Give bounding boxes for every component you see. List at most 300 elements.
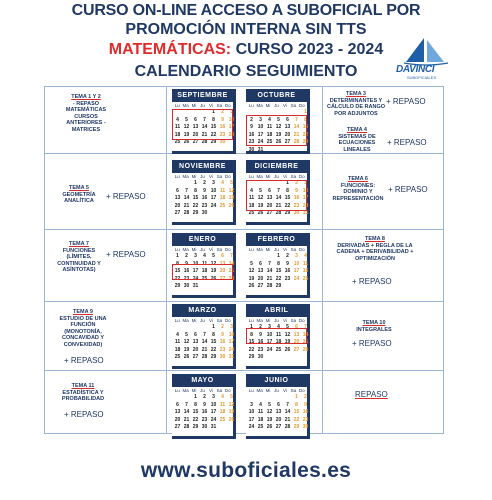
- empty-day: [173, 180, 182, 188]
- title-line-2: PROMOCIÓN INTERNA SIN TTS: [125, 21, 367, 38]
- day-cell: 1: [212, 109, 215, 115]
- topic-10: [350, 320, 398, 333]
- day-cell: 3: [304, 180, 307, 186]
- day-cell: 15: [275, 268, 282, 274]
- day-cell: 4: [221, 394, 224, 400]
- day-cell: 12: [228, 187, 235, 194]
- day-cell: 4: [176, 116, 179, 123]
- day-grid: [246, 109, 307, 154]
- day-cell: 3: [194, 253, 197, 259]
- day-cell: 19: [275, 131, 282, 138]
- day-cell: 30: [293, 210, 300, 216]
- weekday-label: Mi: [265, 103, 271, 108]
- day-cell: 4: [259, 401, 262, 408]
- day-cell: 14: [201, 124, 208, 130]
- day-cell: 16: [257, 339, 264, 345]
- day-cell: 6: [295, 324, 298, 330]
- weekday-label: Ma: [256, 388, 263, 393]
- topic-title: TEMA 1 Y 2: [71, 94, 101, 100]
- day-cell: 21: [183, 416, 190, 423]
- empty-day: [182, 324, 191, 332]
- day-cell: 6: [268, 187, 271, 194]
- topic-1-2: [60, 94, 112, 133]
- empty-day: [256, 394, 265, 402]
- day-cell: 3: [230, 109, 233, 115]
- weekday-label: Sa: [290, 247, 297, 252]
- topic-title: TEMA 11: [71, 383, 95, 389]
- day-cell: 31: [302, 210, 309, 216]
- day-cell: 9: [203, 401, 206, 408]
- day-cell: 16: [293, 195, 300, 201]
- day-cell: 5: [185, 116, 188, 123]
- day-cell: 28: [183, 210, 190, 216]
- day-cell: 4: [277, 324, 280, 330]
- day-cell: 26: [284, 346, 291, 353]
- day-cell: 17: [257, 131, 264, 138]
- logo-subtext: SUBOFICIALES: [407, 75, 437, 80]
- day-cell: 9: [250, 124, 253, 130]
- title-line-1: CURSO ON-LINE ACCESO A SUBOFICIAL POR: [71, 2, 421, 19]
- day-cell: 15: [192, 195, 199, 201]
- empty-day: [173, 324, 182, 332]
- day-cell: 4: [304, 253, 307, 259]
- day-cell: 3: [212, 394, 215, 400]
- day-cell: 6: [194, 331, 197, 338]
- day-cell: 22: [210, 131, 217, 138]
- day-cell: 18: [275, 339, 282, 345]
- day-cell: 11: [302, 260, 309, 267]
- month-name: OCTUBRE: [246, 89, 307, 102]
- day-cell: 2: [203, 394, 206, 400]
- weekday-row: [246, 387, 307, 394]
- weekday-label: Vi: [208, 103, 213, 108]
- day-cell: 26: [210, 275, 217, 282]
- month-name: JUNIO: [246, 374, 307, 387]
- weekday-row: [172, 387, 233, 394]
- day-cell: 13: [257, 268, 264, 274]
- day-cell: 8: [277, 260, 280, 267]
- day-cell: 2: [295, 180, 298, 186]
- day-cell: 5: [268, 401, 271, 408]
- day-cell: 17: [293, 268, 300, 274]
- day-cell: 5: [277, 116, 280, 123]
- day-cell: 20: [192, 346, 199, 353]
- month-name: NOVIEMBRE: [172, 160, 233, 173]
- weekday-label: Ju: [274, 388, 279, 393]
- day-cell: 24: [210, 416, 217, 423]
- day-cell: 21: [201, 131, 208, 138]
- weekday-label: Vi: [208, 388, 213, 393]
- day-cell: 18: [266, 131, 273, 138]
- day-cell: 14: [183, 195, 190, 201]
- calendar-june: [246, 374, 310, 439]
- day-cell: 20: [174, 416, 181, 423]
- day-cell: 24: [192, 275, 199, 282]
- day-cell: 27: [192, 354, 199, 360]
- calendar-february: [246, 233, 310, 298]
- empty-day: [173, 109, 182, 117]
- weekday-label: Ma: [256, 174, 263, 179]
- day-cell: 21: [302, 339, 309, 345]
- topic-body: FUNCIONES: DOMINIO Y REPRESENTACIÓN: [332, 182, 384, 202]
- weekday-label: Ju: [200, 247, 205, 252]
- day-cell: 23: [302, 416, 309, 423]
- day-cell: 29: [210, 139, 217, 145]
- day-cell: 3: [268, 324, 271, 330]
- day-cell: 14: [284, 409, 291, 415]
- topic-9: [54, 309, 112, 348]
- weekday-label: Ma: [182, 318, 189, 323]
- day-cell: 1: [277, 253, 280, 259]
- day-cell: 19: [228, 195, 235, 201]
- day-cell: 11: [174, 124, 181, 130]
- weekday-label: Sa: [290, 388, 297, 393]
- weekday-label: Do: [298, 318, 305, 323]
- day-cell: 31: [192, 283, 199, 289]
- topic-4: [332, 127, 382, 153]
- day-cell: 18: [174, 131, 181, 138]
- day-cell: 15: [293, 409, 300, 415]
- weekday-label: Ju: [200, 174, 205, 179]
- day-cell: 6: [176, 401, 179, 408]
- weekday-label: Sa: [290, 318, 297, 323]
- day-cell: 12: [257, 195, 264, 201]
- day-cell: 20: [284, 131, 291, 138]
- day-cell: 8: [176, 260, 179, 267]
- day-cell: 27: [174, 424, 181, 430]
- day-cell: 5: [286, 324, 289, 330]
- day-cell: 8: [194, 401, 197, 408]
- day-cell: 31: [228, 354, 235, 360]
- repaso-label: + REPASO: [64, 410, 104, 419]
- day-cell: 7: [286, 401, 289, 408]
- empty-day: [283, 109, 292, 117]
- day-cell: 5: [212, 253, 215, 259]
- month-name: ABRIL: [246, 304, 307, 317]
- topic-title: TEMA 10: [362, 320, 386, 326]
- day-cell: 19: [284, 339, 291, 345]
- day-cell: 29: [284, 210, 291, 216]
- calendar-may: [172, 374, 236, 439]
- day-cell: 28: [302, 346, 309, 353]
- day-cell: 12: [183, 124, 190, 130]
- day-cell: 12: [266, 409, 273, 415]
- repaso-label: + REPASO: [352, 339, 392, 348]
- day-grid: [172, 253, 233, 291]
- day-cell: 11: [275, 331, 282, 338]
- day-cell: 8: [194, 187, 197, 194]
- weekday-label: Mi: [191, 388, 197, 393]
- day-cell: 29: [275, 283, 282, 289]
- day-cell: 28: [275, 210, 282, 216]
- day-cell: 31: [257, 146, 264, 153]
- day-cell: 11: [266, 124, 273, 130]
- weekday-label: Mi: [265, 247, 271, 252]
- day-cell: 21: [183, 202, 190, 209]
- day-cell: 10: [302, 187, 309, 194]
- weekday-label: Lu: [248, 103, 254, 108]
- day-grid: [246, 324, 307, 362]
- day-cell: 18: [174, 346, 181, 353]
- day-cell: 24: [210, 202, 217, 209]
- weekday-row: [246, 102, 307, 109]
- day-cell: 8: [295, 401, 298, 408]
- weekday-label: Mi: [191, 247, 197, 252]
- day-cell: 28: [284, 424, 291, 430]
- day-cell: 14: [293, 124, 300, 130]
- weekday-label: Lu: [174, 174, 180, 179]
- topic-title: TEMA 5: [69, 185, 89, 191]
- day-cell: 10: [228, 116, 235, 123]
- day-cell: 29: [192, 424, 199, 430]
- day-cell: 28: [228, 275, 235, 282]
- day-cell: 22: [174, 275, 181, 282]
- empty-day: [200, 109, 209, 117]
- weekday-label: Sa: [216, 174, 223, 179]
- weekday-row: [246, 246, 307, 253]
- day-cell: 1: [194, 180, 197, 186]
- day-cell: 25: [219, 202, 226, 209]
- topic-title: TEMA 7: [69, 241, 89, 247]
- day-cell: 15: [192, 409, 199, 415]
- day-cell: 7: [185, 401, 188, 408]
- month-name: MAYO: [172, 374, 233, 387]
- empty-day: [256, 109, 265, 117]
- day-cell: 29: [302, 139, 309, 145]
- title-line-4: CALENDARIO SEGUIMIENTO: [134, 63, 358, 80]
- topic-5: [54, 185, 104, 205]
- day-cell: 22: [248, 346, 255, 353]
- day-cell: 12: [183, 339, 190, 345]
- day-cell: 18: [302, 268, 309, 274]
- day-cell: 30: [219, 139, 226, 145]
- day-cell: 21: [228, 268, 235, 274]
- weekday-label: Sa: [216, 388, 223, 393]
- day-cell: 17: [228, 124, 235, 130]
- day-cell: 9: [221, 331, 224, 338]
- day-cell: 17: [248, 416, 255, 423]
- day-cell: 20: [174, 202, 181, 209]
- weekday-label: Ma: [256, 103, 263, 108]
- weekday-row: [172, 317, 233, 324]
- day-cell: 14: [266, 268, 273, 274]
- weekday-label: Do: [298, 174, 305, 179]
- day-cell: 6: [176, 187, 179, 194]
- empty-day: [256, 180, 265, 188]
- day-cell: 19: [183, 346, 190, 353]
- day-cell: 1: [295, 394, 298, 400]
- day-cell: 27: [275, 424, 282, 430]
- empty-day: [283, 394, 292, 402]
- day-cell: 5: [250, 260, 253, 267]
- day-cell: 24: [266, 346, 273, 353]
- davinci-logo: [394, 36, 458, 82]
- day-cell: 7: [268, 260, 271, 267]
- day-cell: 21: [201, 346, 208, 353]
- day-cell: 23: [293, 202, 300, 209]
- empty-day: [292, 109, 301, 117]
- day-grid: [246, 394, 307, 432]
- empty-day: [173, 394, 182, 402]
- calendar-november: [172, 160, 236, 225]
- weekday-label: Lu: [248, 174, 254, 179]
- subject-label: MATEMÁTICAS:: [108, 41, 232, 58]
- day-cell: 25: [174, 139, 181, 145]
- day-cell: 2: [304, 394, 307, 400]
- day-cell: 1: [304, 109, 307, 115]
- day-cell: 2: [259, 324, 262, 330]
- weekday-label: Ju: [274, 247, 279, 252]
- day-cell: 2: [221, 109, 224, 115]
- day-cell: 28: [201, 354, 208, 360]
- empty-day: [247, 394, 256, 402]
- topic-title: TEMA 4: [347, 127, 367, 133]
- day-cell: 22: [302, 131, 309, 138]
- day-cell: 27: [266, 210, 273, 216]
- day-cell: 13: [192, 124, 199, 130]
- weekday-label: Lu: [174, 103, 180, 108]
- day-cell: 13: [275, 409, 282, 415]
- weekday-label: Vi: [282, 103, 287, 108]
- day-cell: 25: [174, 354, 181, 360]
- repaso-label: + REPASO: [64, 356, 104, 365]
- weekday-label: Vi: [282, 247, 287, 252]
- day-cell: 9: [304, 401, 307, 408]
- day-grid: [246, 180, 307, 218]
- day-cell: 11: [174, 339, 181, 345]
- day-cell: 13: [192, 339, 199, 345]
- empty-day: [265, 180, 274, 188]
- topic-title: TEMA 6: [348, 176, 368, 182]
- day-cell: 14: [302, 331, 309, 338]
- weekday-label: Lu: [174, 318, 180, 323]
- empty-day: [274, 109, 283, 117]
- weekday-label: Sa: [290, 174, 297, 179]
- day-cell: 7: [295, 116, 298, 123]
- day-cell: 10: [293, 260, 300, 267]
- day-cell: 13: [174, 195, 181, 201]
- day-cell: 29: [174, 283, 181, 289]
- weekday-label: Sa: [290, 103, 297, 108]
- day-cell: 31: [210, 424, 217, 430]
- day-cell: 12: [210, 260, 217, 267]
- day-cell: 21: [293, 131, 300, 138]
- day-cell: 13: [284, 124, 291, 130]
- empty-day: [182, 180, 191, 188]
- day-cell: 4: [221, 180, 224, 186]
- topic-7: [54, 241, 104, 274]
- day-cell: 23: [183, 275, 190, 282]
- weekday-label: Ma: [256, 318, 263, 323]
- weekday-label: Ju: [200, 318, 205, 323]
- day-cell: 17: [210, 195, 217, 201]
- day-cell: 23: [248, 139, 255, 145]
- weekday-label: Sa: [216, 247, 223, 252]
- weekday-label: Vi: [282, 318, 287, 323]
- day-cell: 11: [219, 187, 226, 194]
- day-cell: 7: [304, 324, 307, 330]
- day-cell: 25: [201, 275, 208, 282]
- day-cell: 15: [248, 339, 255, 345]
- day-cell: 20: [275, 416, 282, 423]
- day-cell: 13: [174, 409, 181, 415]
- day-cell: 29: [248, 354, 255, 360]
- topic-body: INTEGRALES: [356, 326, 392, 333]
- weekday-label: Ma: [182, 247, 189, 252]
- day-grid: [246, 253, 307, 291]
- day-cell: 2: [221, 324, 224, 330]
- repaso-label: + REPASO: [388, 185, 428, 194]
- weekday-label: Vi: [282, 174, 287, 179]
- day-cell: 15: [210, 124, 217, 130]
- day-cell: 6: [194, 116, 197, 123]
- website-footer[interactable]: www.suboficiales.es: [140, 459, 352, 482]
- day-cell: 5: [185, 331, 188, 338]
- day-cell: 24: [228, 346, 235, 353]
- day-cell: 15: [302, 124, 309, 130]
- empty-day: [182, 394, 191, 402]
- day-cell: 9: [185, 260, 188, 267]
- day-cell: 10: [192, 260, 199, 267]
- topic-title: TEMA 3: [346, 91, 366, 97]
- empty-day: [191, 109, 200, 117]
- month-name: MARZO: [172, 304, 233, 317]
- day-cell: 8: [212, 331, 215, 338]
- topic-title: TEMA 8: [365, 236, 385, 242]
- day-cell: 29: [210, 354, 217, 360]
- calendar-march: [172, 304, 236, 369]
- day-cell: 10: [210, 401, 217, 408]
- weekday-label: Ma: [182, 103, 189, 108]
- day-cell: 30: [201, 210, 208, 216]
- day-cell: 3: [212, 180, 215, 186]
- day-cell: 19: [257, 202, 264, 209]
- weekday-label: Ju: [274, 318, 279, 323]
- topic-title: TEMA 9: [73, 309, 93, 315]
- row-divider: [44, 301, 444, 302]
- weekday-label: Lu: [248, 318, 254, 323]
- day-cell: 22: [275, 275, 282, 282]
- day-cell: 1: [212, 324, 215, 330]
- topic-body: SISTEMAS DE ECUACIONES LINEALES: [338, 133, 376, 153]
- empty-day: [247, 253, 256, 261]
- day-cell: 17: [266, 339, 273, 345]
- weekday-label: Mi: [191, 174, 197, 179]
- day-cell: 12: [228, 401, 235, 408]
- weekday-label: Vi: [282, 388, 287, 393]
- empty-day: [200, 324, 209, 332]
- weekday-row: [172, 246, 233, 253]
- day-cell: 13: [293, 331, 300, 338]
- course-years: CURSO 2023 - 2024: [231, 41, 384, 58]
- repaso-label: + REPASO: [106, 192, 146, 201]
- day-cell: 30: [302, 424, 309, 430]
- weekday-label: Lu: [174, 247, 180, 252]
- day-grid: [172, 180, 233, 218]
- calendar-september: [172, 89, 236, 154]
- day-cell: 24: [257, 139, 264, 145]
- repaso-final-label: REPASO: [355, 390, 388, 399]
- day-cell: 14: [275, 195, 282, 201]
- day-cell: 23: [284, 275, 291, 282]
- day-cell: 14: [201, 339, 208, 345]
- month-name: ENERO: [172, 233, 233, 246]
- calendar-december: [246, 160, 310, 225]
- day-cell: 27: [219, 275, 226, 282]
- day-cell: 4: [250, 187, 253, 194]
- weekday-label: Mi: [265, 388, 271, 393]
- day-cell: 9: [221, 116, 224, 123]
